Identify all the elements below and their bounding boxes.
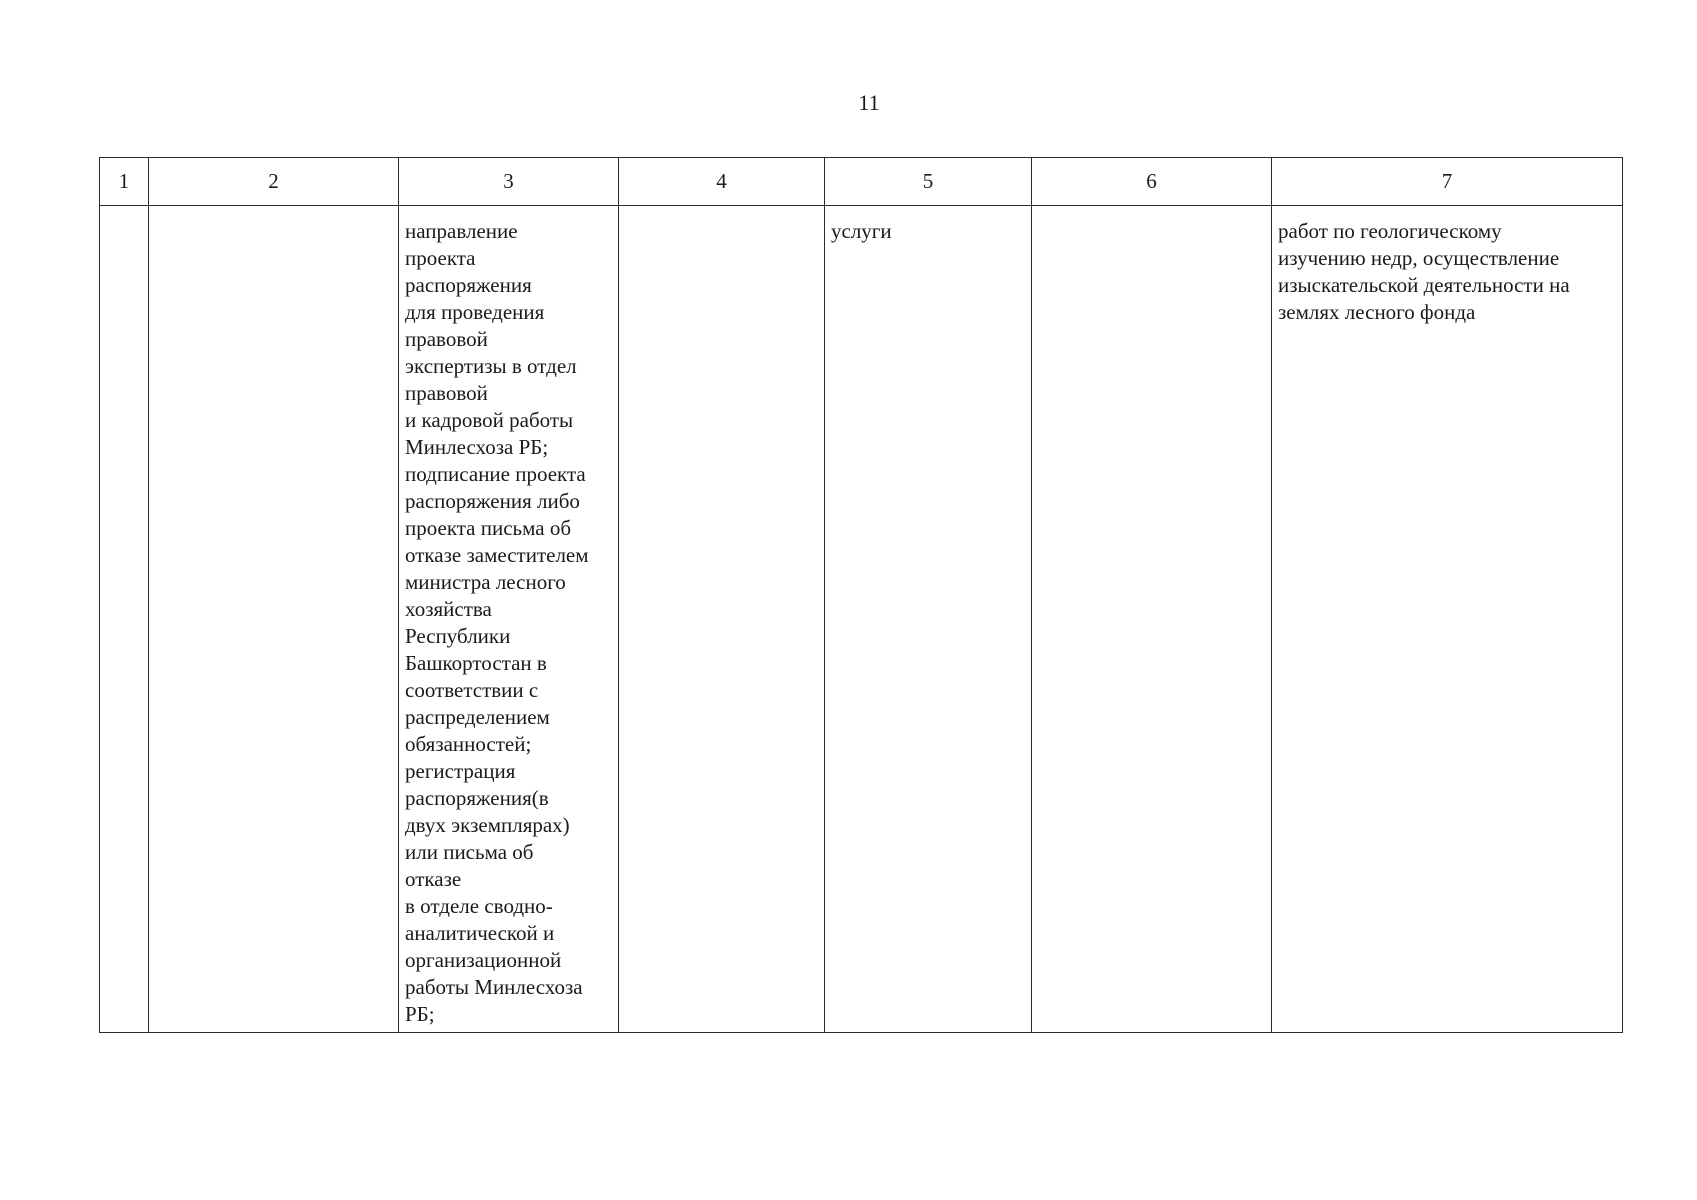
column-header-6: 6 xyxy=(1032,158,1272,206)
table-cell-col2 xyxy=(149,206,399,1033)
column-header-4: 4 xyxy=(619,158,825,206)
cell-text-col6 xyxy=(1032,206,1271,218)
document-table xyxy=(99,157,1623,1033)
cell-text-col4 xyxy=(619,206,824,218)
page-number: 11 xyxy=(858,90,880,115)
table-cell-col4 xyxy=(619,206,825,1033)
column-header-7: 7 xyxy=(1272,158,1623,206)
table-cell-col6 xyxy=(1032,206,1272,1033)
works-description-text: работ по геологическому изучению недр, осуществление изыскательской деятельности на землях лесного фонда xyxy=(1278,219,1570,324)
cell-text-col2 xyxy=(149,206,398,218)
column-header-5: 5 xyxy=(825,158,1032,206)
table-cell-col3 xyxy=(399,206,619,1033)
table-header-row xyxy=(100,158,1623,206)
service-text: услуги xyxy=(831,219,892,243)
table-cell-col5 xyxy=(825,206,1032,1033)
table-cell-col7 xyxy=(1272,206,1623,1033)
procedure-steps-text: направление проекта распоряжения для проведения правовой экспертизы в отдел правовой и кадровой работы Минлесхоза РБ; подписание проекта распоряжения либо проекта письма об отказе заместителем министра лесного хозяйства Республики Башкортостан в соответствии с распределением обязанностей; регистрация распоряжения(в двух экземплярах) или письма об отказе в отделе сводно- аналитической и организационной работы Минлесхоза РБ; xyxy=(405,219,589,1026)
table-cell-col1 xyxy=(100,206,149,1033)
table-row xyxy=(100,206,1623,1033)
column-header-3: 3 xyxy=(399,158,619,206)
column-header-2: 2 xyxy=(149,158,399,206)
column-header-1: 1 xyxy=(100,158,149,206)
cell-text-col1 xyxy=(100,206,148,218)
